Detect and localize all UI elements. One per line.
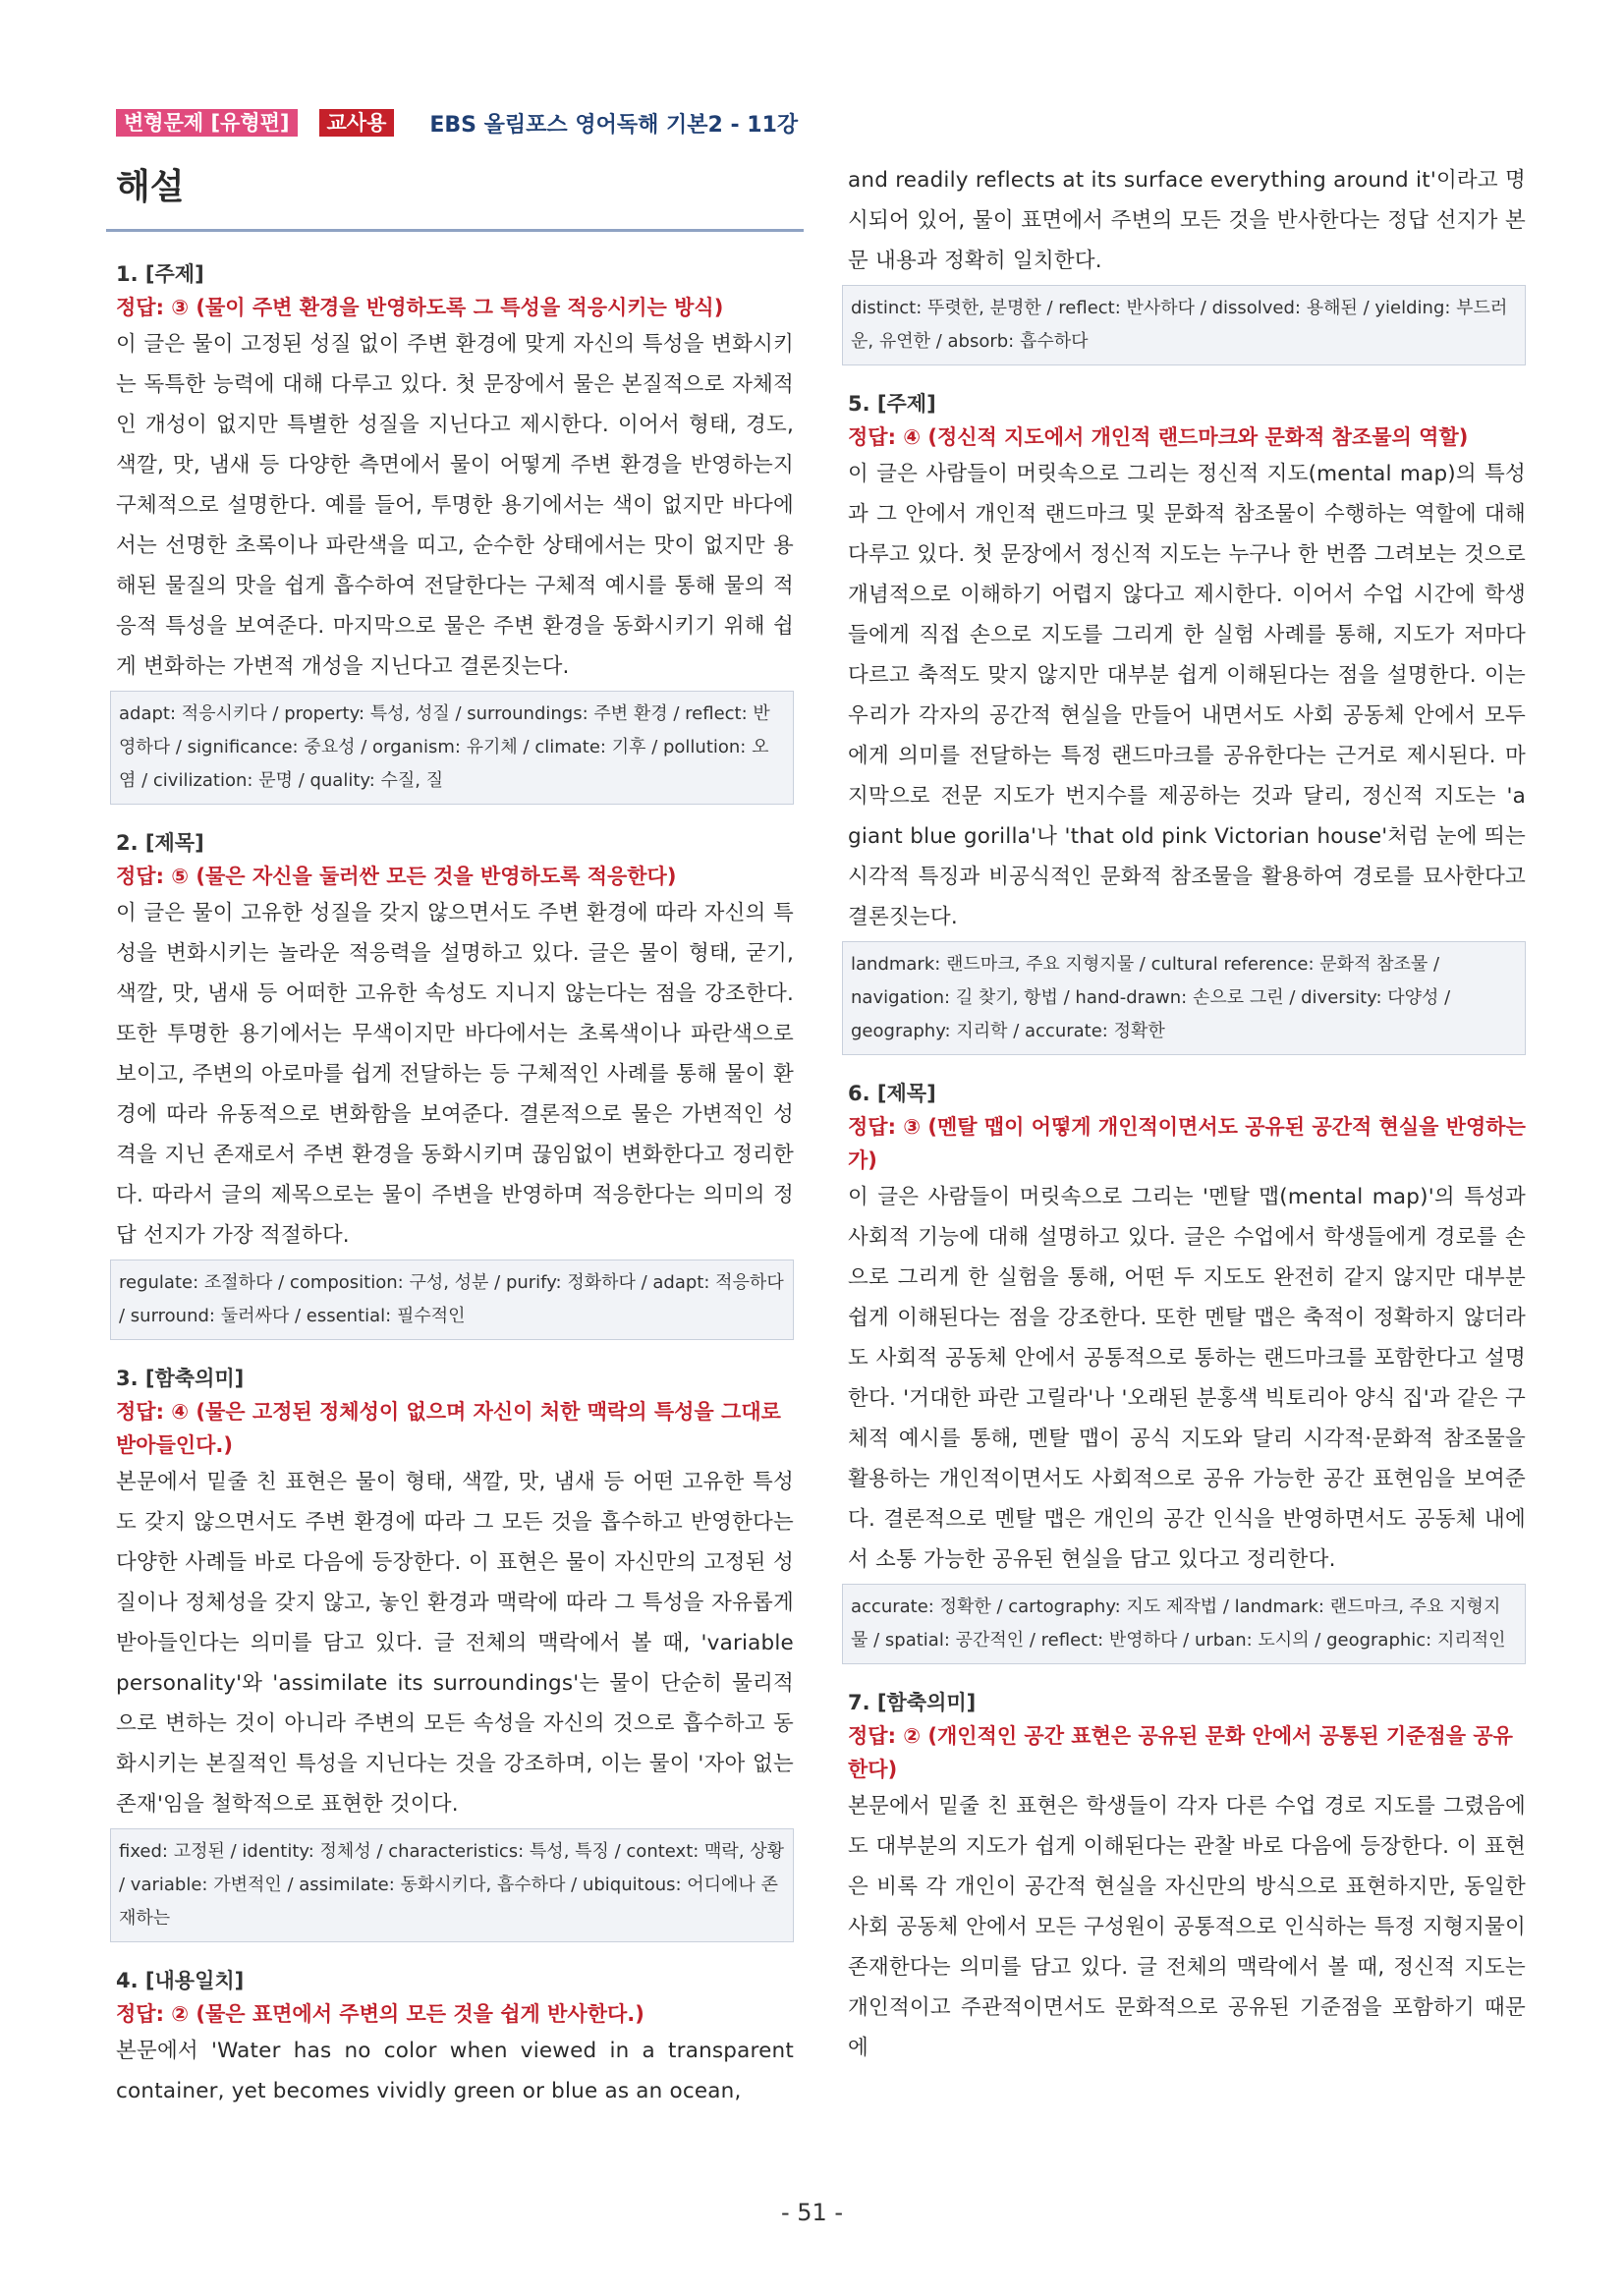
section-2-explanation: 이 글은 물이 고유한 성질을 갖지 않으면서도 주변 환경에 따라 자신의 특성을 변화시키는 놀라운 적응력을 설명하고 있다. 글은 물이 형태, 굳기, 색깔, 맛, 냄새 등 어떠한 고유한 속성도 지니지 않는다는 점을 강조한다. 또한 투명한 용기에서는 무색이지만 바다에서는 초록색이나 파란색으로 보이고, 주변의 아로마를 쉽게 전달하는 등 구체적인 사례를 통해 물이 환경에 따라 유동적으로 변화함을 보여준다. 결론적으로 물은 가변적인 성격을 지닌 존재로서 주변 환경을 동화시키며 끊임없이 변화한다고 정리한다. 따라서 글의 제목으로는 물이 주변을 반영하며 적응한다는 의미의 정답 선지가 가장 적절하다. — [116, 901, 794, 1248]
section-4-vocab: distinct: 뚜렷한, 분명한 / reflect: 반사하다 / dissolved: 용해된 / yielding: 부드러운, 유연한 / absorb: 흡수하다 — [842, 285, 1526, 365]
heading-divider — [106, 229, 804, 232]
section-4-explanation-start: 본문에서 'Water has no color when viewed in a transparent container, yet becomes vividly green or blue as an ocean, — [116, 2039, 794, 2103]
section-1-explanation: 이 글은 물이 고정된 성질 없이 주변 환경에 맞게 자신의 특성을 변화시키는 독특한 능력에 대해 다루고 있다. 첫 문장에서 물은 본질적으로 자체적인 개성이 없지만 특별한 성질을 지닌다고 제시한다. 이어서 형태, 경도, 색깔, 맛, 냄새 등 다양한 측면에서 물이 어떻게 주변 환경을 반영하는지 구체적으로 설명한다. 예를 들어, 투명한 용기에서는 색이 없지만 바다에서는 선명한 초록이나 파란색을 띠고, 순수한 상태에서는 맛이 없지만 용해된 물질의 맛을 쉽게 흡수하여 전달한다는 구체적 예시를 통해 물의 적응적 특성을 보여준다. 마지막으로 물은 주변 환경을 동화시키기 위해 쉽게 변화하는 가변적 개성을 지닌다고 결론짓는다. — [116, 332, 794, 679]
section-5-vocab: landmark: 랜드마크, 주요 지형지물 / cultural reference: 문화적 참조물 / navigation: 길 찾기, 항법 / hand-drawn: 손으로 그린 / diversity: 다양성 / geography: 지리학 / accurate: 정확한 — [842, 941, 1526, 1055]
page-header — [116, 107, 798, 139]
section-3-explanation: 본문에서 밑줄 친 표현은 물이 형태, 색깔, 맛, 냄새 등 어떤 고유한 특성도 갖지 않으면서도 주변 환경에 따라 그 모든 것을 흡수하고 반영한다는 다양한 사례들 바로 다음에 등장한다. 이 표현은 물이 자신만의 고정된 성질이나 정체성을 갖지 않고, 놓인 환경과 맥락에 따라 그 특성을 자유롭게 받아들인다는 의미를 담고 있다. 글 전체의 맥락에서 볼 때, 'variable personality'와 'assimilate its surroundings'는 물이 단순히 물리적으로 변하는 것이 아니라 주변의 모든 속성을 자신의 것으로 흡수하고 동화시키는 본질적인 특성을 지닌다는 것을 강조하며, 이는 물이 '자아 없는 존재'임을 철학적으로 표현한 것이다. — [116, 1470, 794, 1817]
section-2-title: 2. [제목] — [116, 831, 204, 855]
section-5-answer: 정답: ④ (정신적 지도에서 개인적 랜드마크와 문화적 참조물의 역할) — [848, 425, 1469, 449]
section-3-answer: 정답: ④ (물은 고정된 정체성이 없으며 자신이 처한 맥락의 특성을 그대로 받아들인다.) — [116, 1400, 781, 1457]
variant-type-tag: 변형문제 [유형편] — [116, 109, 298, 137]
section-7 — [848, 1686, 1526, 2068]
book-title: EBS 올림포스 영어독해 기본2 - 11강 — [429, 112, 799, 138]
right-column — [848, 160, 1526, 2068]
section-3-title: 3. [함축의미] — [116, 1367, 245, 1390]
section-2-answer: 정답: ⑤ (물은 자신을 둘러싼 모든 것을 반영하도록 적응한다) — [116, 865, 677, 888]
section-4-answer: 정답: ② (물은 표면에서 주변의 모든 것을 쉽게 반사한다.) — [116, 2002, 644, 2026]
section-6-answer: 정답: ③ (멘탈 맵이 어떻게 개인적이면서도 공유된 공간적 현실을 반영하는가) — [848, 1115, 1526, 1172]
section-4-title: 4. [내용일치] — [116, 1969, 245, 1992]
page-heading: 해설 — [116, 167, 185, 207]
section-7-title: 7. [함축의미] — [848, 1691, 977, 1714]
section-5 — [848, 387, 1526, 1055]
section-1 — [116, 257, 794, 805]
section-3 — [116, 1362, 794, 1942]
left-column — [116, 160, 794, 2111]
section-3-vocab: fixed: 고정된 / identity: 정체성 / characteristics: 특성, 특징 / context: 맥락, 상황 / variable: 가변적인 / assimilate: 동화시키다, 흡수하다 / ubiquitous: 어디에나 존재하는 — [110, 1828, 794, 1942]
section-5-explanation: 이 글은 사람들이 머릿속으로 그리는 정신적 지도(mental map)의 특성과 그 안에서 개인적 랜드마크 및 문화적 참조물이 수행하는 역할에 대해 다루고 있다. 첫 문장에서 정신적 지도는 누구나 한 번쯤 그려보는 것으로 개념적으로 이해하기 어렵지 않다고 제시한다. 이어서 수업 시간에 학생들에게 직접 손으로 지도를 그리게 한 실험 사례를 통해, 지도가 저마다 다르고 축적도 맞지 않지만 대부분 쉽게 이해된다는 점을 설명한다. 이는 우리가 각자의 공간적 현실을 만들어 내면서도 사회 공동체 안에서 모두에게 의미를 전달하는 특정 랜드마크를 공유한다는 근거로 제시된다. 마지막으로 전문 지도가 번지수를 제공하는 것과 달리, 정신적 지도는 'a giant blue gorilla'나 'that old pink Victorian house'처럼 눈에 띄는 시각적 특징과 비공식적인 문화적 참조물을 활용하여 경로를 묘사한다고 결론짓는다. — [848, 462, 1526, 929]
section-2 — [116, 826, 794, 1340]
section-7-explanation: 본문에서 밑줄 친 표현은 학생들이 각자 다른 수업 경로 지도를 그렸음에도 대부분의 지도가 쉽게 이해된다는 관찰 바로 다음에 등장한다. 이 표현은 비록 각 개인이 공간적 현실을 자신만의 방식으로 표현하지만, 동일한 사회 공동체 안에서 모든 구성원이 공통적으로 인식하는 특정 지형지물이 존재한다는 의미를 담고 있다. 글 전체의 맥락에서 볼 때, 정신적 지도는 개인적이고 주관적이면서도 문화적으로 공유된 기준점을 포함하기 때문에 — [848, 1794, 1526, 2060]
section-6-title: 6. [제목] — [848, 1082, 936, 1105]
section-4-continued — [848, 160, 1526, 365]
section-5-title: 5. [주제] — [848, 392, 936, 416]
section-1-title: 1. [주제] — [116, 262, 204, 286]
section-1-vocab: adapt: 적응시키다 / property: 특성, 성질 / surroundings: 주변 환경 / reflect: 반영하다 / significance: 중요성 / organism: 유기체 / climate: 기후 / pollution: 오염 / civilization: 문명 / quality: 수질, 질 — [110, 691, 794, 805]
page-number: - 51 - — [780, 2199, 844, 2226]
section-6-vocab: accurate: 정확한 / cartography: 지도 제작법 / landmark: 랜드마크, 주요 지형지물 / spatial: 공간적인 / reflect: 반영하다 / urban: 도시의 / geographic: 지리적인 — [842, 1584, 1526, 1664]
section-4-explanation-end: and readily reflects at its surface everything around it'이라고 명시되어 있어, 물이 표면에서 주변의 모든 것을 반사한다는 정답 선지가 본문 내용과 정확히 일치한다. — [848, 168, 1526, 273]
teacher-edition-tag: 교사용 — [319, 109, 395, 137]
section-1-answer: 정답: ③ (물이 주변 환경을 반영하도록 그 특성을 적응시키는 방식) — [116, 296, 724, 319]
section-6-explanation: 이 글은 사람들이 머릿속으로 그리는 '멘탈 맵(mental map)'의 특성과 사회적 기능에 대해 설명하고 있다. 글은 수업에서 학생들에게 경로를 손으로 그리게 한 실험을 통해, 어떤 두 지도도 완전히 같지 않지만 대부분 쉽게 이해된다는 점을 강조한다. 또한 멘탈 맵은 축적이 정확하지 않더라도 사회적 공동체 안에서 공통적으로 통하는 랜드마크를 포함한다고 설명한다. '거대한 파란 고릴라'나 '오래된 분홍색 빅토리아 양식 집'과 같은 구체적 예시를 통해, 멘탈 맵이 공식 지도와 달리 시각적·문화적 참조물을 활용하는 개인적이면서도 사회적으로 공유 가능한 공간 표현임을 보여준다. 결론적으로 멘탈 맵은 개인의 공간 인식을 반영하면서도 공동체 내에서 소통 가능한 공유된 현실을 담고 있다고 정리한다. — [848, 1185, 1526, 1572]
section-6 — [848, 1077, 1526, 1664]
section-2-vocab: regulate: 조절하다 / composition: 구성, 성분 / purify: 정화하다 / adapt: 적응하다 / surround: 둘러싸다 / essential: 필수적인 — [110, 1260, 794, 1340]
section-7-answer: 정답: ② (개인적인 공간 표현은 공유된 문화 안에서 공통된 기준점을 공유한다) — [848, 1724, 1513, 1781]
section-4 — [116, 1964, 794, 2111]
